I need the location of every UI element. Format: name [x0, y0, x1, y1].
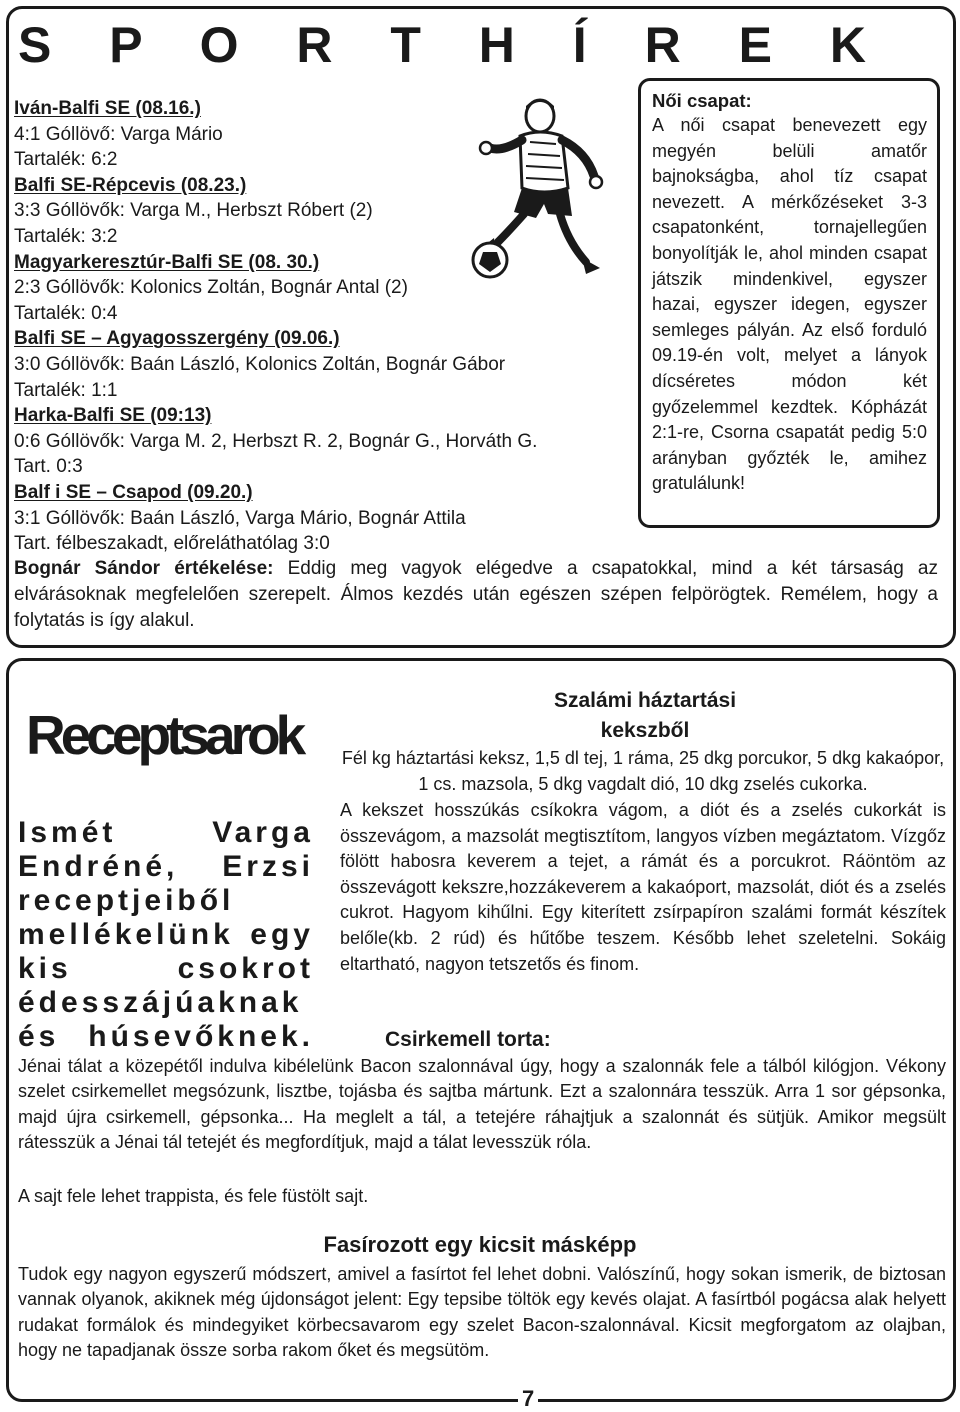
- evaluation-label: Bognár Sándor értékelése:: [14, 558, 274, 579]
- recipe-1-instructions: A kekszet hosszúkás csíkokra vágom, a diót és a zselés cukorkát is összevágom, a mazsolát megtisztítom, langyos vízben megáztatom. Vízgőz fölött habosra keverem a tejet, a rámát és a porcukrot. Ráöntöm az összevágott kekszre,hozzákeverem a kakaóport, mazsolát, diót és a zselés cukrot. Hagyom kihűlni. Egy kiterített zsírpapíron szalámi formát készítek belőle(kb. 2 rúd) és hűtőbe teszem. Később lehet szeletelni. Sokáig eltartható, nagyon tetszetős és finom.: [340, 800, 946, 974]
- match-result-line: Tartalék: 0:4: [14, 302, 118, 324]
- page-number: 7: [518, 1386, 538, 1412]
- recipe-2-note: A sajt fele lehet trappista, és fele füstölt sajt.: [18, 1186, 369, 1206]
- match-result-line: Tartalék: 6:2: [14, 149, 118, 171]
- recipe-1-ingredients: Fél kg háztartási keksz, 1,5 dl tej, 1 ráma, 25 dkg porcukor, 5 dkg kakaópor, 1 cs. mazsola, 5 dkg vagdalt dió, 10 dkg zselés cukorka.: [341, 748, 945, 794]
- recipe-2-instructions: Jénai tálat a közepétől indulva kibélelünk Bacon szalonnával úgy, hogy a szalonnák fele a tálból kilógjon. Vékony szelet csirkemellet megsózunk, lisztbe, tojásba és sajtba mártunk. Ezt a szalonnára tesszük. Arra 1 sor gépsonka, majd újra csirkemell, gépsonka... Ha meglelt a tál, a tetejére ráhajtjuk a szalonnát és sütjük. Amikor megsült rátesszük a Jénai tál tetejét és megfordítjuk, majd a tálat levesszük róla.: [18, 1056, 946, 1153]
- match-heading: Balf i SE – Csapod (09.20.): [14, 482, 253, 503]
- recipe-1-title-line-1: Szalámi háztartási: [553, 689, 737, 712]
- match-heading: Harka-Balfi SE (09:13): [14, 405, 212, 427]
- match-result-line: 3:3 Góllövők: Varga M., Herbszt Róbert (2): [14, 200, 373, 222]
- recipe-corner-logo: Receptsarok: [26, 704, 302, 766]
- womens-team-heading: Női csapat:: [652, 90, 752, 111]
- match-heading: Iván-Balfi SE (08.16.): [14, 98, 201, 119]
- match-heading: Magyarkeresztúr-Balfi SE (08. 30.): [14, 251, 320, 273]
- football-player-illustration: [468, 92, 628, 292]
- recipe-1-title-line-2: kekszből: [600, 719, 690, 742]
- match-result-line: 3:1 Góllövők: Baán László, Varga Mário, Bognár Attila: [14, 507, 466, 529]
- recipe-1-title: [340, 686, 950, 746]
- recipe-3-title: Fasírozott egy kicsit másképp: [323, 1232, 637, 1257]
- womens-team-box: [638, 78, 940, 528]
- match-result-line: Tartalék: 3:2: [14, 226, 118, 247]
- match-heading: Balfi SE – Agyagosszergény (09.06.): [14, 328, 340, 350]
- match-result-line: 0:6 Góllövők: Varga M. 2, Herbszt R. 2, Bognár G., Horváth G.: [14, 430, 538, 452]
- match-result-line: 4:1 Góllövő: Varga Mário: [14, 123, 223, 145]
- match-result-line: 2:3 Góllövők: Kolonics Zoltán, Bognár Antal (2): [14, 277, 408, 299]
- match-result-line: Tart. félbeszakadt, előreláthatólag 3:0: [14, 533, 330, 555]
- match-heading: Balfi SE-Répcevis (08.23.): [14, 174, 247, 196]
- sport-section-title: S P O R T H Í R E K: [18, 17, 888, 73]
- coach-evaluation: [14, 556, 938, 634]
- match-result-line: Tartalék: 1:1: [14, 379, 118, 401]
- match-result-line: 3:0 Góllövők: Baán László, Kolonics Zoltán, Bognár Gábor: [14, 354, 506, 375]
- recipe-dedication: Ismét Varga Endréné, Erzsi receptjeiből mellékelünk egy kis csokrot édesszájúaknak és húsevőknek.: [18, 816, 314, 1053]
- evaluation-text: Eddig meg vagyok elégedve a csapatokkal, mind a két társaság az elvárásoknak megfelelően szerepelt. Álmos kezdés után egészen szépen felpörögtek. Remélem, hogy a folytatás is így alakul.: [14, 558, 938, 631]
- womens-team-text: A női csapat benevezett egy megyén belüli amatőr bajnokságba, ahol tíz csapat nevezett. A mérkőzéseket 3-3 csapatonként, tornajellegűen bonyolítják le, ahol minden csapat játszik mindenkivel, egyszer hazai, egyszer idegen, egyszer semleges pályán. Az első forduló 09.19-én volt, melyet a lányok dícséretes módon két győzelemmel kezdtek. Kópházát 2:1-re, Csorna csapatát pedig 5:0 arányban győzték le, amihez gratulálunk!: [652, 115, 927, 494]
- match-result-line: Tart. 0:3: [14, 456, 83, 478]
- recipe-2-title: Csirkemell torta:: [385, 1028, 551, 1051]
- recipe-3-instructions: Tudok egy nagyon egyszerű módszert, amivel a fasírtot fel lehet dobni. Valószínű, hogy sokan ismerik, de biztosan vannak olyanok, akiknek még újdonságot jelent: Egy tepsibe töltök egy kevés olajat. A fasírtból pogácsa alak helyett rudakat formálok és mindegyiket körbecsavarom egy szelet Bacon-szalonnával. Kicsit megforgatom az olajban, hogy ne tapadjanak össze sorba rakom őket és megsütöm.: [18, 1264, 946, 1361]
